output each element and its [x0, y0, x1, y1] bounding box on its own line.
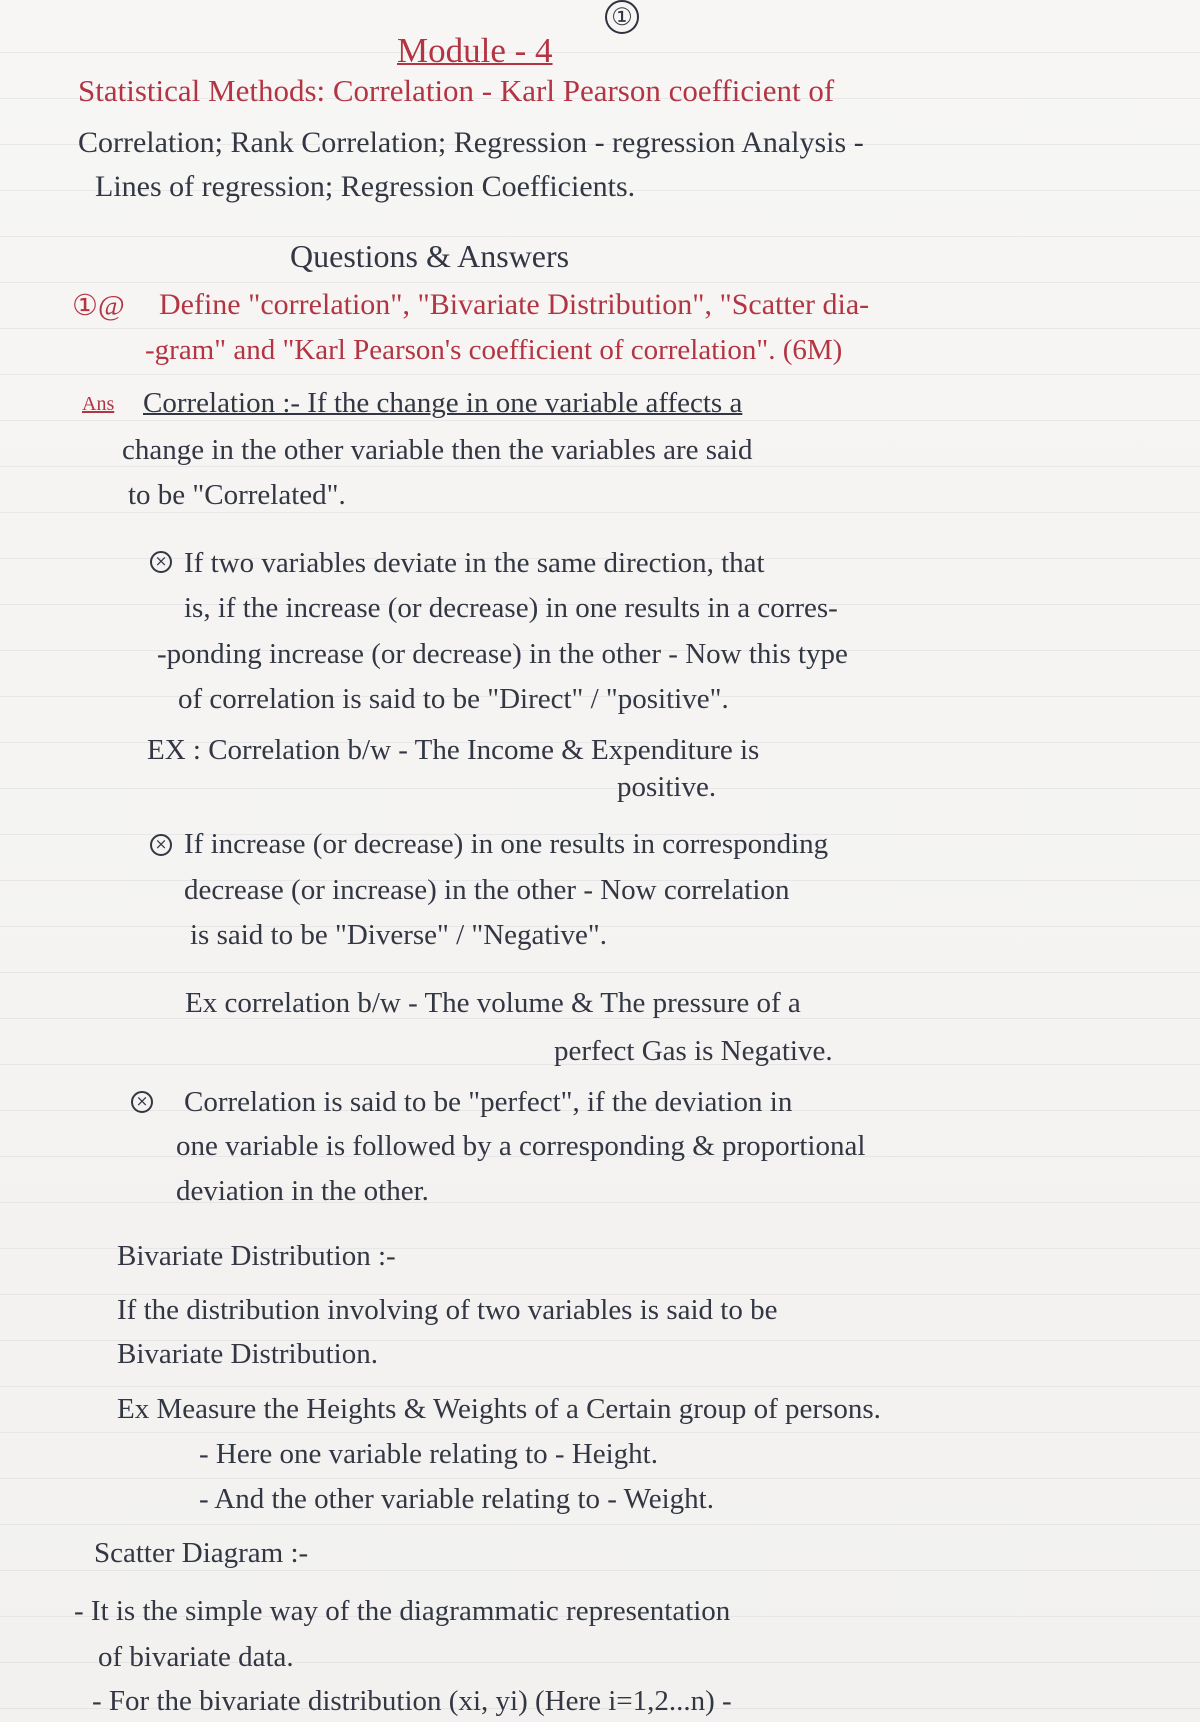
correlation-line-3: to be "Correlated".	[128, 479, 346, 511]
intro-line-1: Statistical Methods: Correlation - Karl Pearson coefficient of	[78, 73, 835, 108]
bivariate-heading: Bivariate Distribution :-	[117, 1240, 396, 1272]
example-2-line-1: Ex correlation b/w - The volume & The pressure of a	[185, 987, 801, 1019]
bullet-1-line-2: is, if the increase (or decrease) in one results in a corres-	[184, 592, 838, 624]
question-number: ①@	[72, 290, 125, 322]
bullet-2-line-2: decrease (or increase) in the other - Now correlation	[184, 874, 790, 906]
correlation-line-2: change in the other variable then the variables are said	[122, 434, 753, 466]
bullet-3-line-1: Correlation is said to be "perfect", if the deviation in	[184, 1086, 793, 1118]
bivariate-example-line-3: - And the other variable relating to - Weight.	[199, 1483, 714, 1515]
ruled-line	[0, 374, 1200, 375]
answer-label: Ans	[82, 393, 115, 415]
example-1-line-1: EX : Correlation b/w - The Income & Expenditure is	[147, 734, 760, 766]
bullet-1-line-4: of correlation is said to be "Direct" / "positive".	[178, 683, 729, 715]
example-2-line-2: perfect Gas is Negative.	[554, 1035, 833, 1067]
ruled-line	[0, 788, 1200, 789]
question-line-2: -gram" and "Karl Pearson's coefficient of correlation". (6M)	[145, 334, 843, 366]
scatter-heading: Scatter Diagram :-	[94, 1537, 309, 1569]
section-title: Questions & Answers	[290, 238, 570, 274]
intro-line-2: Correlation; Rank Correlation; Regression - regression Analysis -	[78, 126, 864, 159]
intro-line-3: Lines of regression; Regression Coefficients.	[95, 170, 636, 203]
scatter-line-1: - It is the simple way of the diagrammatic representation	[74, 1595, 731, 1627]
page-title: Module - 4	[397, 31, 553, 70]
ruled-line	[0, 52, 1200, 53]
ruled-line	[0, 236, 1200, 237]
bullet-3-line-3: deviation in the other.	[176, 1175, 429, 1207]
bivariate-line-2: Bivariate Distribution.	[117, 1338, 378, 1370]
ruled-line	[0, 1386, 1200, 1387]
scatter-line-3: - For the bivariate distribution (xi, yi) (Here i=1,2...n) -	[92, 1685, 732, 1717]
bullet-3-line-2: one variable is followed by a corresponding & proportional	[176, 1130, 866, 1162]
bivariate-example-line-2: - Here one variable relating to - Height.	[199, 1438, 658, 1470]
ruled-line	[0, 972, 1200, 973]
bullet-icon: ×	[131, 1091, 153, 1113]
bivariate-example-line-1: Ex Measure the Heights & Weights of a Certain group of persons.	[117, 1393, 881, 1425]
ruled-line	[0, 1432, 1200, 1433]
bullet-icon: ×	[150, 834, 172, 856]
ruled-line	[0, 282, 1200, 283]
bullet-1-line-1: If two variables deviate in the same direction, that	[184, 547, 765, 579]
scatter-line-2: of bivariate data.	[98, 1641, 294, 1673]
page-number: ①	[605, 0, 639, 34]
bullet-icon: ×	[150, 551, 172, 573]
ruled-line	[0, 1524, 1200, 1525]
correlation-line-1: Correlation :- If the change in one variable affects a	[143, 387, 743, 419]
ruled-line	[0, 1478, 1200, 1479]
bullet-2-line-3: is said to be "Diverse" / "Negative".	[190, 919, 608, 951]
question-line-1: Define "correlation", "Bivariate Distribution", "Scatter dia-	[159, 288, 870, 321]
example-1-line-2: positive.	[617, 771, 717, 803]
ruled-line	[0, 328, 1200, 329]
bullet-2-line-1: If increase (or decrease) in one results in corresponding	[184, 828, 829, 860]
bullet-1-line-3: -ponding increase (or decrease) in the other - Now this type	[157, 638, 848, 670]
bivariate-line-1: If the distribution involving of two variables is said to be	[117, 1294, 778, 1326]
